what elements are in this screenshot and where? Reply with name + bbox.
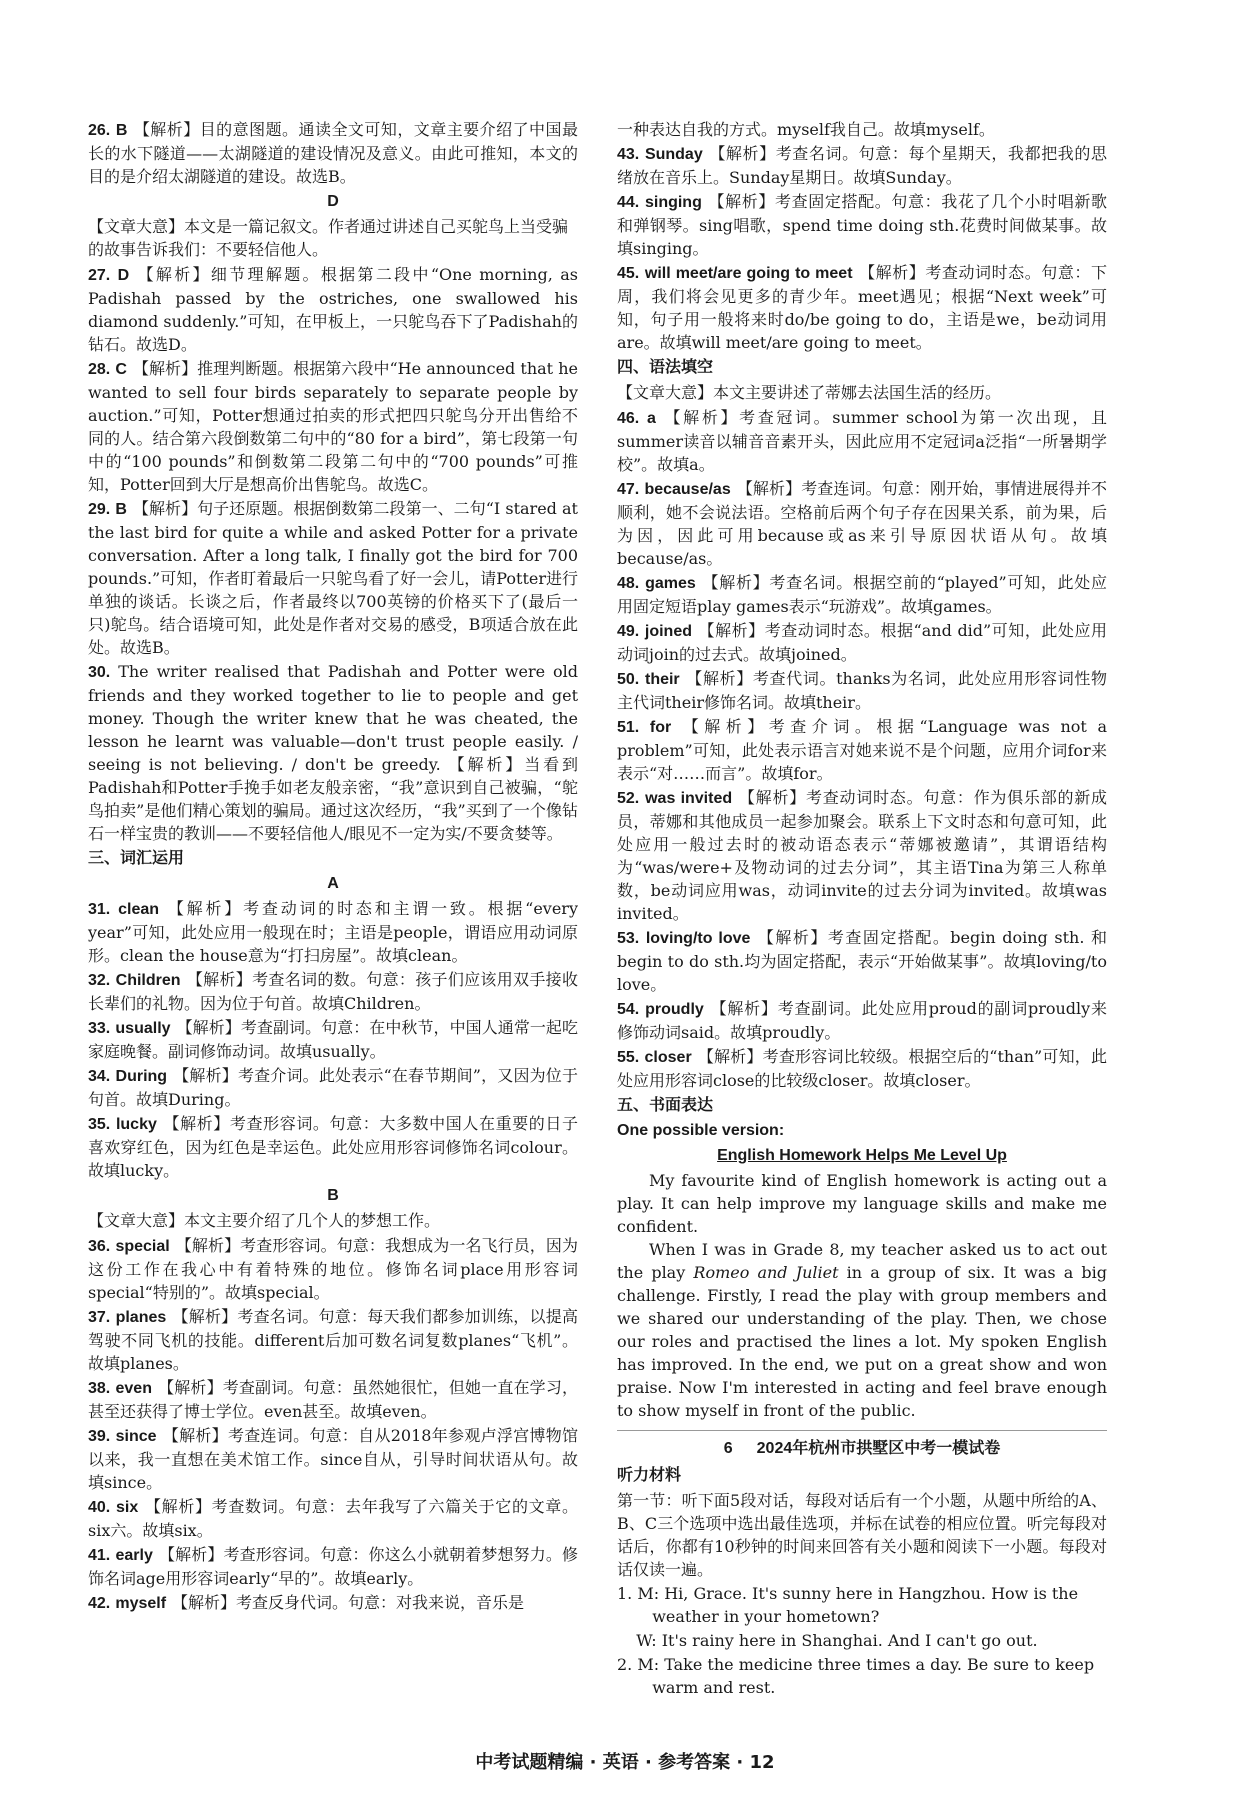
answer-30: 30. The writer realised that Padishah and Potter were old friends and they worked together to lie to people and get money. Though the writer knew that he was cheated, the lesson he learnt was valuable—don't trust people easily. / seeing is not believing. / don't be greedy. 【解析】当看到Padishah和Potter手挽手如老友般亲密，“我”意识到自己被骗，“鸵鸟拍卖”是他们精心策划的骗局。通过这次经历，“我”买到了一个像钻石一样宝贵的教训——不要轻信他人/眼见不一定为实/不要贪婪等。	[88, 662, 578, 843]
answer-51: 51. for 【解析】考查介词。根据“Language was not a problem”可知，此处表示语言对她来说不是个问题，应用介词for来表示“对……而言”。故填for。	[617, 717, 1107, 783]
answer-42-continued: 一种表达自我的方式。myself我自己。故填myself。	[617, 120, 995, 139]
summary-grammar: 【文章大意】本文主要讲述了蒂娜去法国生活的经历。	[617, 383, 1002, 402]
answer-52: 52. was invited 【解析】考查动词时态。句意：作为俱乐部的新成员，蒂娜和其他成员一起参加聚会。联系上下文时态和句意可知，此处应用一般过去时的被动语态表示“蒂娜被邀请”，其谓语结构为“was/were+及物动词的过去分词”，其主语Tina为第三人称单数，be动词应用was，动词invite的过去分词为invited。故填was invited。	[617, 788, 1107, 923]
answer-39: 39. since 【解析】考查连词。句意：自从2018年参观卢浮宫博物馆以来，我一直想在美术馆工作。since自从，引导时间状语从句。故填since。	[88, 1426, 578, 1492]
section-letter-b: B	[327, 1187, 339, 1204]
section-writing: 五、书面表达	[617, 1097, 714, 1114]
answer-36: 36. special 【解析】考查形容词。句意：我想成为一名飞行员，因为这份工作在我心中有着特殊的地位。修饰名词place用形容词special“特别的”。故填special。	[88, 1236, 578, 1302]
answer-31: 31. clean 【解析】考查动词的时态和主谓一致。根据“every year”可知，此处应用一般现在时；主语是people，谓语应用动词原形。clean the house意为“打扫房屋”。故填clean。	[88, 899, 578, 965]
answer-34: 34. During 【解析】考查介词。此处表示“在春节期间”，又因为位于句首。故填During。	[88, 1066, 578, 1109]
listening-heading: 听力材料	[617, 1467, 682, 1484]
answer-37: 37. planes 【解析】考查名词。句意：每天我们都参加训练，以提高驾驶不同飞机的技能。different后加可数名词复数planes“飞机”。故填planes。	[88, 1307, 578, 1373]
dialogue-1-woman: W: It's rainy here in Shanghai. And I can't go out.	[636, 1631, 1038, 1650]
answer-50: 50. their 【解析】考查代词。thanks为名词，此处应用形容词性物主代词their修饰名词。故填their。	[617, 669, 1107, 712]
answer-40: 40. six 【解析】考查数词。句意：去年我写了六篇关于它的文章。six六。故填six。	[88, 1497, 578, 1540]
answer-54: 54. proudly 【解析】考查副词。此处应用proud的副词proudly来修饰动词said。故填proudly。	[617, 999, 1107, 1042]
answer-27: 27. D 【解析】细节理解题。根据第二段中“One morning, as Padishah passed by the ostriches, one swallowed his diamond suddenly.”可知，在甲板上，一只鸵鸟吞下了Padishah的钻石。故选D。	[88, 265, 578, 354]
answer-45: 45. will meet/are going to meet 【解析】考查动词时态。句意：下周，我们将会见更多的青少年。meet遇见；根据“Next week”可知，句子用一般将来时do/be going to do，主语是we，be动词用are。故填will meet/are going to meet。	[617, 263, 1107, 352]
right-column	[617, 118, 1107, 1700]
answer-48: 48. games 【解析】考查名词。根据空前的“played”可知，此处应用固定短语play games表示“玩游戏”。故填games。	[617, 573, 1107, 616]
section-grammar: 四、语法填空	[617, 359, 714, 376]
section-vocabulary: 三、词汇运用	[88, 850, 185, 867]
answer-46: 46. a 【解析】考查冠词。summer school为第一次出现，且summer读音以辅音音素开头，因此应用不定冠词a泛指“一所暑期学校”。故填a。	[617, 408, 1107, 474]
answer-49: 49. joined 【解析】考查动词时态。根据“and did”可知，此处应用动词join的过去式。故填joined。	[617, 621, 1108, 664]
answer-33: 33. usually 【解析】考查副词。句意：在中秋节，中国人通常一起吃家庭晚餐。副词修饰动词。故填usually。	[88, 1018, 578, 1061]
answer-47: 47. because/as 【解析】考查连词。句意：刚开始，事情进展得并不顺利，她不会说法语。空格前后两个句子存在因果关系，前为果，后为因，因此可用because或as来引导原因状语从句。故填because/as。	[617, 479, 1107, 568]
left-column	[88, 118, 578, 1616]
dialogue-1-man: 1. M: Hi, Grace. It's sunny here in Hangzhou. How is the weather in your hometown?	[617, 1584, 1079, 1626]
answer-43: 43. Sunday 【解析】考查名词。句意：每个星期天，我都把我的思绪放在音乐上。Sunday星期日。故填Sunday。	[617, 144, 1107, 187]
page-footer: 中考试题精编 · 英语 · 参考答案 · 12	[475, 1752, 775, 1773]
answer-38: 38. even 【解析】考查副词。句意：虽然她很忙，但她一直在学习，甚至还获得了博士学位。even甚至。故填even。	[88, 1378, 578, 1421]
section-letter-a: A	[327, 875, 339, 892]
dialogue-2-man: 2. M: Take the medicine three times a day. Be sure to keep warm and rest.	[617, 1655, 1095, 1697]
answer-32: 32. Children 【解析】考查名词的数。句意：孩子们应该用双手接收长辈们的礼物。因为位于句首。故填Children。	[88, 970, 578, 1013]
answer-53: 53. loving/to love 【解析】考查固定搭配。begin doing sth. 和begin to do sth.均为固定搭配，表示“开始做某事”。故填loving/to love。	[617, 928, 1107, 994]
exam-number: 6	[723, 1440, 733, 1457]
answer-42: 42. myself 【解析】考查反身代词。句意：对我来说，音乐是	[88, 1593, 525, 1612]
answer-28: 28. C 【解析】推理判断题。根据第六段中“He announced that he wanted to sell four birds separately to separate people by auction.”可知，Potter想通过拍卖的形式把四只鸵鸟分开出售给不同的人。结合第六段倒数第二句中的“80 for a bird”，第七段第一句中的“100 pounds”和倒数第二段第二句中的“700 pounds”可推知，Potter回到大厅是想高价出售鸵鸟。故选C。	[88, 359, 578, 494]
answer-35: 35. lucky 【解析】考查形容词。句意：大多数中国人在重要的日子喜欢穿红色，因为红色是幸运色。此处应用形容词修饰名词colour。故填lucky。	[88, 1114, 578, 1180]
essay-paragraph-1: My favourite kind of English homework is acting out a play. It can help improve my language skills and make me confident.	[617, 1171, 1107, 1236]
answer-26: 26. B 【解析】目的意图题。通读全文可知，文章主要介绍了中国最长的水下隧道——太湖隧道的建设情况及意义。由此可推知，本文的目的是介绍太湖隧道的建设。故选B。	[88, 120, 578, 186]
answer-41: 41. early 【解析】考查形容词。句意：你这么小就朝着梦想努力。修饰名词age用形容词early“早的”。故填early。	[88, 1545, 578, 1588]
possible-version-label: One possible version:	[617, 1122, 785, 1139]
answer-29: 29. B 【解析】句子还原题。根据倒数第二段第一、二句“I stared at the last bird for quite a while and asked Potter for a private conversation. After a long talk, I finally got the bird for 700 pounds.”可知，作者盯着最后一只鸵鸟看了好一会儿，请Potter进行单独的谈话。长谈之后，作者最终以700英镑的价格买下了(最后一只)鸵鸟。结合语境可知，此处是作者对交易的感受，B项适合放在此处。故选B。	[88, 499, 578, 657]
answer-55: 55. closer 【解析】考查形容词比较级。根据空后的“than”可知，此处应用形容词close的比较级closer。故填closer。	[617, 1047, 1107, 1090]
essay-title: English Homework Helps Me Level Up	[717, 1147, 1007, 1164]
essay-paragraph-2: When I was in Grade 8, my teacher asked us to act out the play Romeo and Juliet in a group of six. It was a big challenge. Firstly, I read the play with group members and we shared our understanding of the play. Then, we chose our roles and practised the lines a lot. My spoken English has improved. In the end, we put on a great show and won praise. Now I'm interested in acting and feel brave enough to show myself in front of the public.	[617, 1240, 1107, 1420]
listening-instructions: 第一节：听下面5段对话，每段对话后有一个小题，从题中所给的A、B、C三个选项中选出最佳选项，并标在试卷的相应位置。听完每段对话后，你都有10秒钟的时间来回答有关小题和阅读下一小题。每段对话仅读一遍。	[617, 1491, 1107, 1579]
summary-d: 【文章大意】本文是一篇记叙文。作者通过讲述自己买鸵鸟上当受骗的故事告诉我们：不要轻信他人。	[88, 217, 569, 259]
exam-title: 6 2024年杭州市拱墅区中考一模试卷	[617, 1430, 1107, 1460]
answer-44: 44. singing 【解析】考查固定搭配。句意：我花了几个小时唱新歌和弹钢琴。sing唱歌，spend time doing sth.花费时间做某事。故填singing。	[617, 192, 1107, 258]
section-letter-d: D	[327, 193, 339, 210]
summary-b: 【文章大意】本文主要介绍了几个人的梦想工作。	[88, 1211, 441, 1230]
